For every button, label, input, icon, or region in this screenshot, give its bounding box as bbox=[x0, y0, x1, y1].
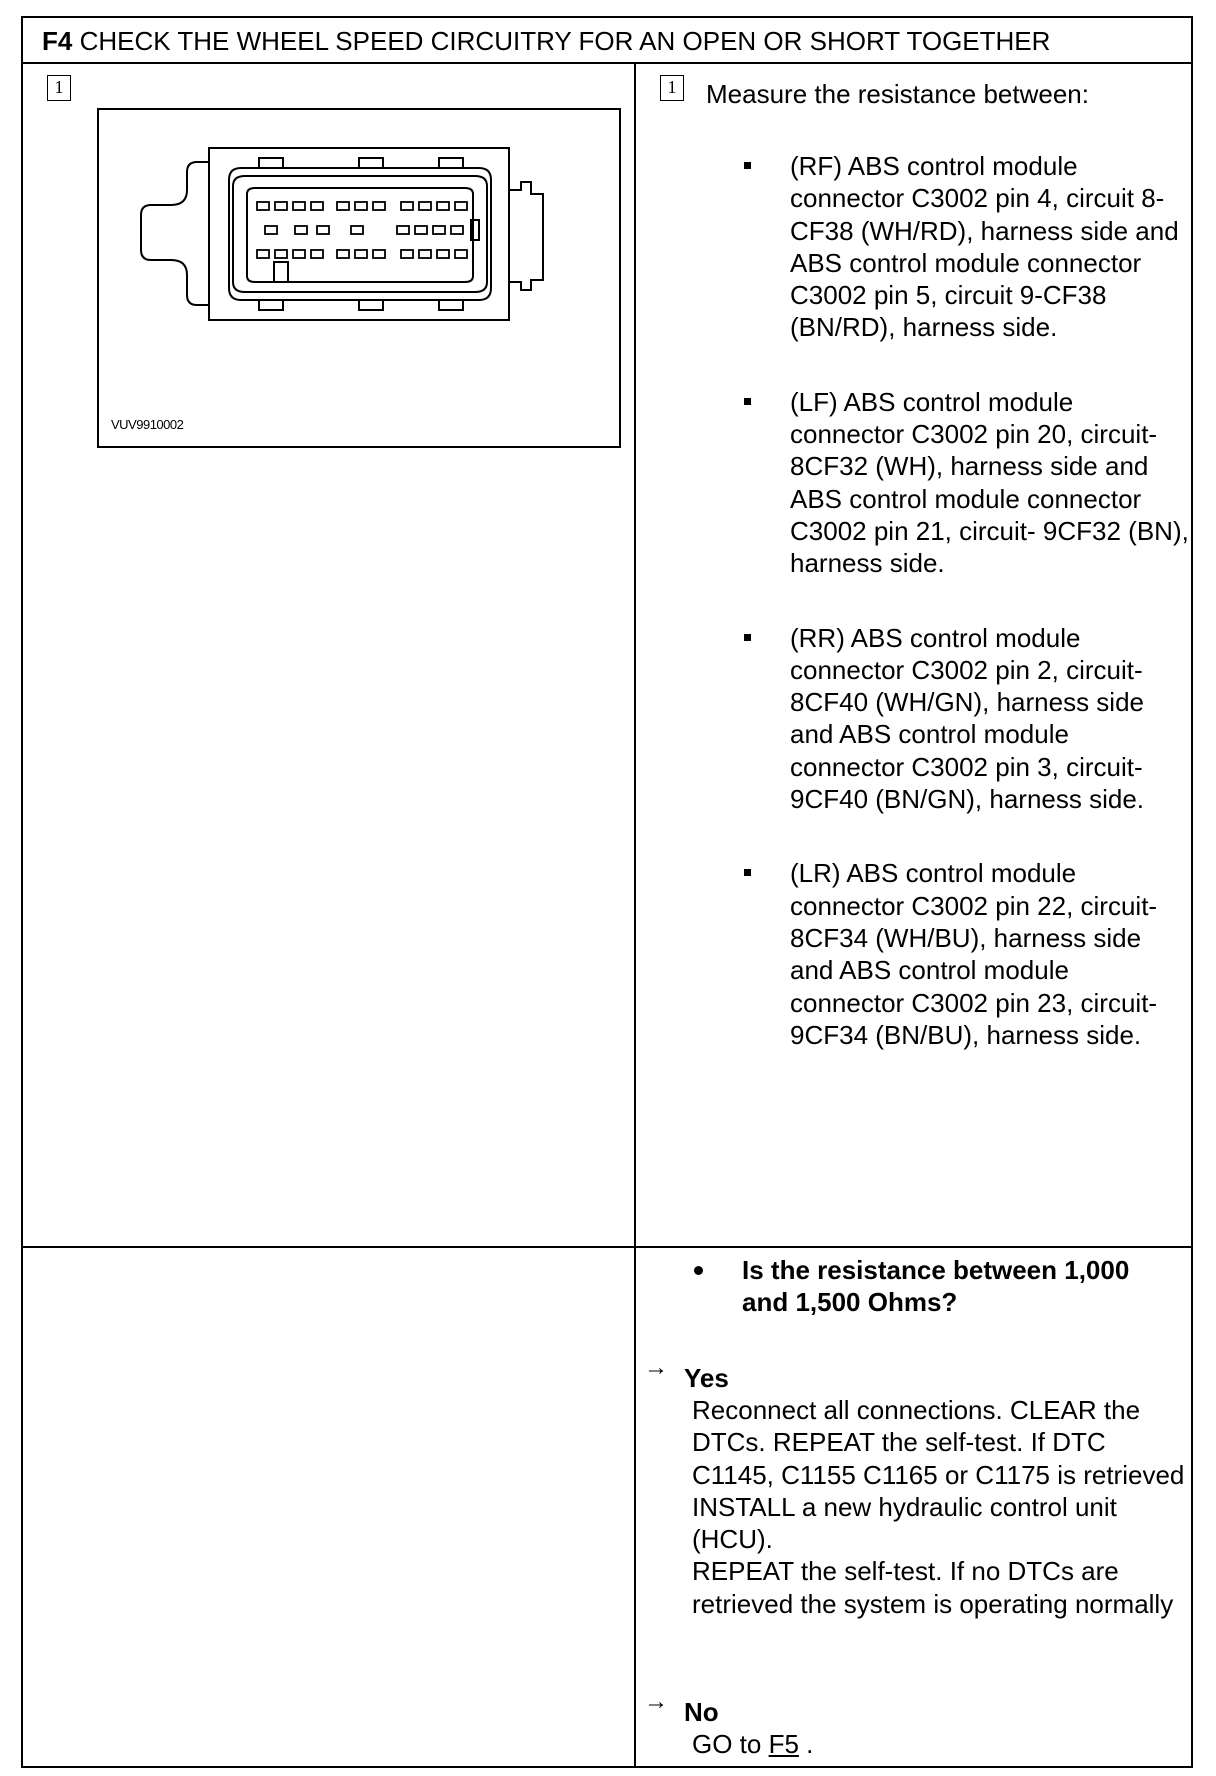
square-bullet-icon bbox=[744, 634, 751, 641]
no-suffix: . bbox=[806, 1729, 814, 1759]
procedure-title bbox=[42, 20, 1050, 62]
yes-label: Yes bbox=[684, 1363, 729, 1393]
title-row-divider bbox=[21, 62, 1193, 64]
title-text: CHECK THE WHEEL SPEED CIRCUITRY FOR AN OPEN OR SHORT TOGETHER bbox=[79, 26, 1051, 56]
no-prefix: GO to bbox=[692, 1729, 762, 1759]
yes-line: Reconnect all connections. CLEAR the DTCs. REPEAT the self-test. If DTC C1145, C1155 C1165 or C1175 is retrieved INSTALL a new hydraulic control unit (HCU). bbox=[692, 1395, 1185, 1555]
figure-label: VUV9910002 bbox=[111, 417, 184, 432]
measurement-list bbox=[790, 150, 1190, 1093]
instruction-text: Measure the resistance between: bbox=[706, 79, 1089, 109]
no-arrow-icon: → bbox=[644, 1688, 668, 1715]
no-label: No bbox=[684, 1697, 719, 1727]
square-bullet-icon bbox=[744, 398, 751, 405]
round-bullet-icon bbox=[694, 1266, 703, 1275]
question-text: Is the resistance between 1,000 and 1,500 Ohms? bbox=[742, 1255, 1130, 1317]
measurement-text: (LR) ABS control module connector C3002 pin 22, circuit- 8CF34 (WH/BU), harness side and ABS control module connector C3002 pin 23, circuit- 9CF34 (BN/BU), harness side. bbox=[790, 858, 1158, 1050]
measurement-text: (LF) ABS control module connector C3002 pin 20, circuit- 8CF32 (WH), harness side and ABS control module connector C3002 pin 21, circuit- 9CF32 (BN), harness side. bbox=[790, 386, 1189, 579]
yes-arrow-icon: → bbox=[644, 1354, 668, 1381]
step-number-box-left: 1 bbox=[47, 75, 71, 101]
question bbox=[742, 1254, 1182, 1318]
go-to-f5-link[interactable]: F5 bbox=[768, 1729, 799, 1759]
square-bullet-icon bbox=[744, 162, 751, 169]
connector-figure bbox=[97, 108, 621, 448]
list-item bbox=[790, 622, 1190, 816]
yes-line: REPEAT the self-test. If no DTCs are retrieved the system is operating normally bbox=[692, 1556, 1174, 1619]
no-text bbox=[692, 1728, 1192, 1760]
step-code: F4 bbox=[42, 26, 73, 56]
list-item bbox=[790, 857, 1190, 1051]
measurement-text: (RR) ABS control module connector C3002 pin 2, circuit- 8CF40 (WH/GN), harness side and ABS control module connector C3002 pin 3, circuit- 9CF40 (BN/GN), harness side. bbox=[790, 622, 1145, 815]
column-divider bbox=[634, 62, 636, 1768]
yes-text bbox=[692, 1394, 1192, 1620]
step-row-divider bbox=[21, 1246, 1193, 1248]
list-item bbox=[790, 386, 1190, 580]
connector-diagram bbox=[99, 110, 619, 410]
square-bullet-icon bbox=[744, 869, 751, 876]
measurement-text: (RF) ABS control module connector C3002 pin 4, circuit 8-CF38 (WH/RD), harness side and ABS control module connector C3002 pin 5, circuit 9-CF38 (BN/RD), harness side. bbox=[790, 151, 1179, 343]
list-item bbox=[790, 150, 1190, 344]
step-number-box-right: 1 bbox=[660, 75, 684, 101]
